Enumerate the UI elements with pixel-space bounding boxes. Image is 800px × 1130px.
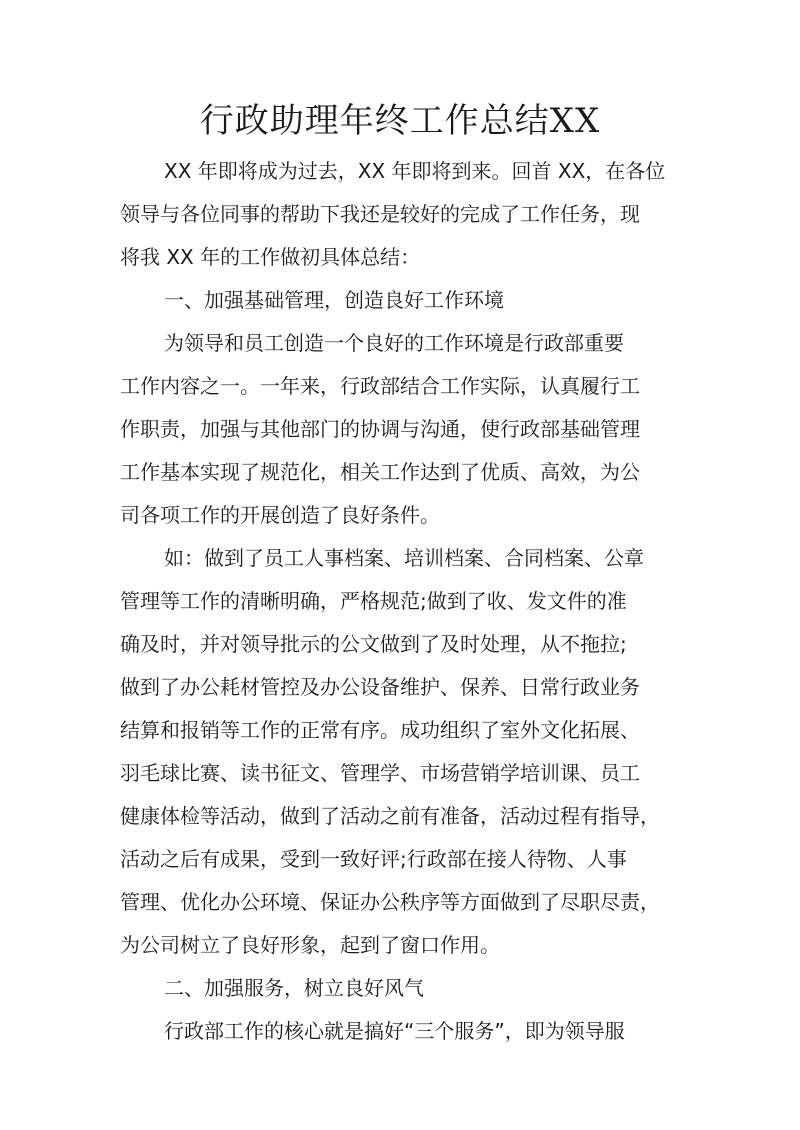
text-line: 为领导和员工创造一个良好的工作环境是行政部重要 xyxy=(164,331,624,355)
text-line: 结算和报销等工作的正常有序。成功组织了室外文化拓展、 xyxy=(120,718,640,742)
text-line: 作职责，加强与其他部门的协调与沟通，使行政部基础管理 xyxy=(120,417,640,441)
text-line: 一、加强基础管理，创造良好工作环境 xyxy=(164,288,504,312)
text-line: 领导与各位同事的帮助下我还是较好的完成了工作任务，现 xyxy=(120,202,640,226)
document-title: 行政助理年终工作总结XX xyxy=(199,101,601,141)
text-line: 做到了办公耗材管控及办公设备维护、保养、日常行政业务 xyxy=(120,675,640,699)
text-line: 工作基本实现了规范化，相关工作达到了优质、高效，为公 xyxy=(120,460,640,484)
text-line: 健康体检等活动，做到了活动之前有准备，活动过程有指导， xyxy=(120,804,660,828)
text-line: 工作内容之一。一年来，行政部结合工作实际，认真履行工 xyxy=(120,374,640,398)
text-line: 管理等工作的清晰明确，严格规范;做到了收、发文件的准 xyxy=(120,589,627,613)
text-line: 行政部工作的核心就是搞好“三个服务”，即为领导服 xyxy=(164,1019,625,1043)
text-line: 司各项工作的开展创造了良好条件。 xyxy=(120,503,440,527)
text-line: 将我 XX 年的工作做初具体总结： xyxy=(120,245,421,269)
text-line: XX 年即将成为过去，XX 年即将到来。回首 XX，在各位 xyxy=(164,159,666,183)
text-line: 活动之后有成果，受到一致好评;行政部在接人待物、人事 xyxy=(120,847,627,871)
text-line: 二、加强服务，树立良好风气 xyxy=(164,976,424,1000)
document-body xyxy=(120,150,690,1053)
text-line: 为公司树立了良好形象，起到了窗口作用。 xyxy=(120,933,500,957)
text-line: 如：做到了员工人事档案、培训档案、合同档案、公章 xyxy=(164,546,644,570)
text-line: 羽毛球比赛、读书征文、管理学、市场营销学培训课、员工 xyxy=(120,761,640,785)
text-line: 管理、优化办公环境、保证办公秩序等方面做到了尽职尽责， xyxy=(120,890,660,914)
text-line: 确及时，并对领导批示的公文做到了及时处理，从不拖拉; xyxy=(120,632,627,656)
